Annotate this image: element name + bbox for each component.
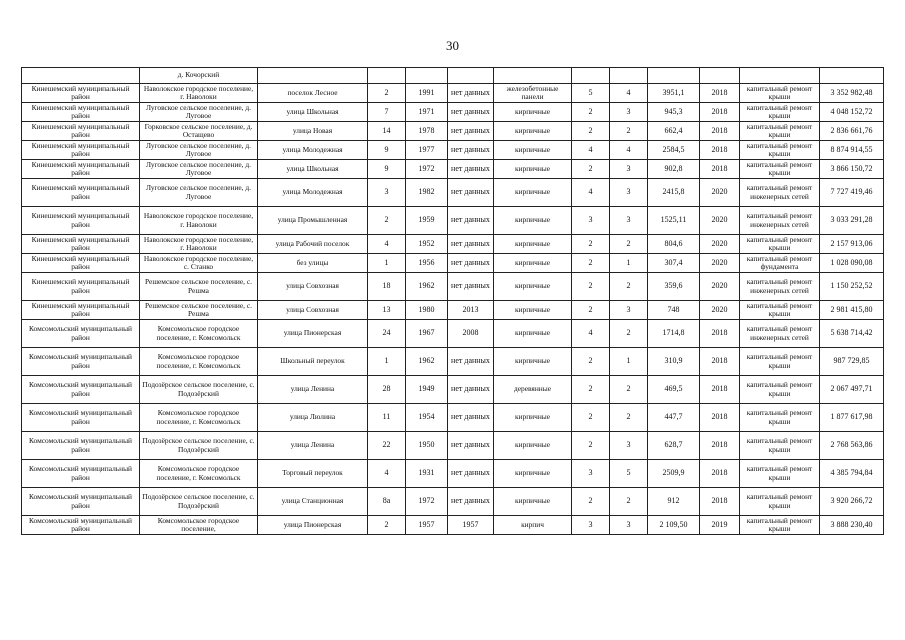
cell-entrances: 2: [610, 273, 648, 301]
cell-settlement: Подозёрское сельское поселение, с. Подозёрский: [140, 432, 258, 460]
cell-district: [22, 68, 140, 84]
cell-cost: 3 352 982,48: [820, 84, 884, 103]
cell-last-repair-year: нет данных: [448, 160, 494, 179]
cell-street: улица Новая: [258, 122, 368, 141]
cell-build-year: 1967: [406, 320, 448, 348]
cell-entrances: 2: [610, 320, 648, 348]
cell-house-number: 2: [368, 516, 406, 535]
cell-cost: 8 874 914,55: [820, 141, 884, 160]
cell-street: улица Молодежная: [258, 179, 368, 207]
cell-last-repair-year: [448, 68, 494, 84]
cell-floors: [572, 68, 610, 84]
cell-plan-year: 2020: [700, 179, 740, 207]
cell-work-type: капитальный ремонт крыши: [740, 84, 820, 103]
cell-house-number: 8а: [368, 488, 406, 516]
cell-cost: 987 729,85: [820, 348, 884, 376]
cell-plan-year: 2018: [700, 488, 740, 516]
cell-floors: 2: [572, 301, 610, 320]
cell-entrances: 3: [610, 432, 648, 460]
table-row: [22, 84, 884, 103]
housing-repair-table-container: [21, 67, 883, 535]
cell-district: Комсомольский муниципальный район: [22, 404, 140, 432]
cell-build-year: 1962: [406, 348, 448, 376]
cell-house-number: 18: [368, 273, 406, 301]
cell-house-number: 9: [368, 160, 406, 179]
cell-cost: 3 866 150,72: [820, 160, 884, 179]
cell-cost: 2 768 563,86: [820, 432, 884, 460]
cell-cost: 1 877 617,98: [820, 404, 884, 432]
cell-cost: 7 727 419,46: [820, 179, 884, 207]
cell-district: Кинешемский муниципальный район: [22, 235, 140, 254]
cell-build-year: 1959: [406, 207, 448, 235]
cell-cost: 2 067 497,71: [820, 376, 884, 404]
cell-area: 945,3: [648, 103, 700, 122]
table-row: [22, 301, 884, 320]
cell-wall-material: кирпичные: [494, 235, 572, 254]
cell-district: Кинешемский муниципальный район: [22, 103, 140, 122]
cell-settlement: Луговское сельское поселение, д. Луговое: [140, 141, 258, 160]
table-row: [22, 488, 884, 516]
cell-plan-year: 2018: [700, 376, 740, 404]
cell-work-type: капитальный ремонт крыши: [740, 141, 820, 160]
cell-build-year: 1954: [406, 404, 448, 432]
cell-area: 2 109,50: [648, 516, 700, 535]
cell-build-year: 1971: [406, 103, 448, 122]
cell-last-repair-year: нет данных: [448, 235, 494, 254]
cell-area: 447,7: [648, 404, 700, 432]
cell-last-repair-year: нет данных: [448, 254, 494, 273]
table-row: [22, 122, 884, 141]
cell-last-repair-year: нет данных: [448, 376, 494, 404]
cell-build-year: 1972: [406, 488, 448, 516]
cell-work-type: капитальный ремонт крыши: [740, 460, 820, 488]
cell-plan-year: 2020: [700, 235, 740, 254]
cell-street: без улицы: [258, 254, 368, 273]
table-row: [22, 179, 884, 207]
cell-settlement: Луговское сельское поселение, д. Луговое: [140, 160, 258, 179]
cell-street: [258, 68, 368, 84]
cell-house-number: 24: [368, 320, 406, 348]
cell-district: Комсомольский муниципальный район: [22, 516, 140, 535]
cell-wall-material: кирпичные: [494, 122, 572, 141]
cell-street: Торговый переулок: [258, 460, 368, 488]
table-row: [22, 68, 884, 84]
cell-cost: 4 048 152,72: [820, 103, 884, 122]
cell-settlement: Комсомольское городское поселение, г. Комсомольск: [140, 320, 258, 348]
cell-entrances: [610, 68, 648, 84]
cell-floors: 2: [572, 404, 610, 432]
cell-house-number: 22: [368, 432, 406, 460]
cell-entrances: 4: [610, 84, 648, 103]
cell-street: улица Пионерская: [258, 516, 368, 535]
cell-work-type: капитальный ремонт крыши: [740, 348, 820, 376]
cell-last-repair-year: нет данных: [448, 84, 494, 103]
cell-wall-material: кирпичные: [494, 273, 572, 301]
table-row: [22, 376, 884, 404]
cell-district: Кинешемский муниципальный район: [22, 179, 140, 207]
cell-build-year: 1991: [406, 84, 448, 103]
table-row: [22, 207, 884, 235]
cell-area: 310,9: [648, 348, 700, 376]
cell-street: улица Молодежная: [258, 141, 368, 160]
cell-last-repair-year: нет данных: [448, 179, 494, 207]
cell-street: поселок Лесное: [258, 84, 368, 103]
cell-settlement: Решемское сельское поселение, с. Решма: [140, 273, 258, 301]
cell-build-year: 1931: [406, 460, 448, 488]
cell-work-type: капитальный ремонт крыши: [740, 404, 820, 432]
cell-house-number: 14: [368, 122, 406, 141]
cell-area: 307,4: [648, 254, 700, 273]
cell-entrances: 3: [610, 207, 648, 235]
cell-house-number: 28: [368, 376, 406, 404]
cell-wall-material: кирпичные: [494, 103, 572, 122]
cell-work-type: капитальный ремонт крыши: [740, 122, 820, 141]
cell-area: 912: [648, 488, 700, 516]
page-number: 30: [446, 38, 459, 53]
cell-plan-year: 2018: [700, 160, 740, 179]
cell-work-type: капитальный ремонт фундамента: [740, 254, 820, 273]
cell-district: Кинешемский муниципальный район: [22, 122, 140, 141]
cell-entrances: 2: [610, 235, 648, 254]
table-row: [22, 141, 884, 160]
cell-build-year: 1978: [406, 122, 448, 141]
cell-wall-material: кирпичные: [494, 301, 572, 320]
cell-floors: 2: [572, 254, 610, 273]
cell-floors: 4: [572, 141, 610, 160]
cell-house-number: 13: [368, 301, 406, 320]
cell-area: [648, 68, 700, 84]
cell-cost: 3 888 230,40: [820, 516, 884, 535]
cell-floors: 2: [572, 376, 610, 404]
cell-district: Кинешемский муниципальный район: [22, 84, 140, 103]
cell-wall-material: кирпичные: [494, 254, 572, 273]
cell-last-repair-year: нет данных: [448, 207, 494, 235]
cell-entrances: 2: [610, 488, 648, 516]
cell-settlement: Наволокское городское поселение, г. Наволоки: [140, 235, 258, 254]
cell-plan-year: 2018: [700, 141, 740, 160]
cell-house-number: 2: [368, 84, 406, 103]
cell-district: Кинешемский муниципальный район: [22, 141, 140, 160]
cell-entrances: 3: [610, 301, 648, 320]
cell-work-type: капитальный ремонт крыши: [740, 516, 820, 535]
cell-wall-material: железобетонные панели: [494, 84, 572, 103]
cell-settlement: Комсомольское городское поселение,: [140, 516, 258, 535]
cell-entrances: 3: [610, 160, 648, 179]
cell-district: Комсомольский муниципальный район: [22, 376, 140, 404]
cell-street: Школьный переулок: [258, 348, 368, 376]
cell-floors: 3: [572, 516, 610, 535]
cell-wall-material: кирпичные: [494, 488, 572, 516]
cell-wall-material: кирпичные: [494, 207, 572, 235]
cell-cost: 1 150 252,52: [820, 273, 884, 301]
cell-entrances: 2: [610, 376, 648, 404]
cell-area: 1525,11: [648, 207, 700, 235]
cell-plan-year: 2018: [700, 122, 740, 141]
cell-house-number: 4: [368, 235, 406, 254]
cell-work-type: капитальный ремонт крыши: [740, 376, 820, 404]
cell-build-year: [406, 68, 448, 84]
cell-last-repair-year: нет данных: [448, 404, 494, 432]
cell-wall-material: деревянные: [494, 376, 572, 404]
cell-area: 662,4: [648, 122, 700, 141]
cell-work-type: капитальный ремонт крыши: [740, 488, 820, 516]
cell-work-type: капитальный ремонт инженерных сетей: [740, 207, 820, 235]
cell-floors: 2: [572, 273, 610, 301]
cell-build-year: 1982: [406, 179, 448, 207]
cell-last-repair-year: нет данных: [448, 103, 494, 122]
cell-cost: 2 981 415,80: [820, 301, 884, 320]
cell-build-year: 1957: [406, 516, 448, 535]
cell-plan-year: 2020: [700, 207, 740, 235]
cell-floors: 2: [572, 488, 610, 516]
cell-area: 3951,1: [648, 84, 700, 103]
table-row: [22, 235, 884, 254]
cell-last-repair-year: нет данных: [448, 488, 494, 516]
cell-floors: 2: [572, 432, 610, 460]
cell-last-repair-year: нет данных: [448, 122, 494, 141]
cell-entrances: 3: [610, 516, 648, 535]
cell-district: Комсомольский муниципальный район: [22, 488, 140, 516]
cell-district: Комсомольский муниципальный район: [22, 432, 140, 460]
cell-house-number: 11: [368, 404, 406, 432]
cell-house-number: 3: [368, 179, 406, 207]
cell-work-type: капитальный ремонт крыши: [740, 235, 820, 254]
cell-floors: 5: [572, 84, 610, 103]
cell-district: Кинешемский муниципальный район: [22, 254, 140, 273]
cell-area: 748: [648, 301, 700, 320]
cell-work-type: капитальный ремонт инженерных сетей: [740, 273, 820, 301]
cell-build-year: 1950: [406, 432, 448, 460]
cell-settlement: Луговское сельское поселение, д. Луговое: [140, 179, 258, 207]
cell-settlement: Наволокское городское поселение, с. Станко: [140, 254, 258, 273]
cell-settlement: Наволокское городское поселение, г. Наволоки: [140, 84, 258, 103]
cell-floors: 3: [572, 207, 610, 235]
table-row: [22, 273, 884, 301]
cell-floors: 2: [572, 160, 610, 179]
cell-street: улица Люлина: [258, 404, 368, 432]
cell-build-year: 1952: [406, 235, 448, 254]
cell-house-number: 1: [368, 348, 406, 376]
table-row: [22, 460, 884, 488]
cell-cost: 1 028 090,08: [820, 254, 884, 273]
cell-work-type: капитальный ремонт крыши: [740, 301, 820, 320]
cell-last-repair-year: 1957: [448, 516, 494, 535]
cell-last-repair-year: нет данных: [448, 348, 494, 376]
cell-floors: 4: [572, 179, 610, 207]
cell-settlement: Комсомольское городское поселение, г. Комсомольск: [140, 460, 258, 488]
cell-work-type: капитальный ремонт крыши: [740, 103, 820, 122]
cell-settlement: Подозёрское сельское поселение, с. Подозёрский: [140, 488, 258, 516]
cell-settlement: Подозёрское сельское поселение, с. Подозёрский: [140, 376, 258, 404]
cell-district: Кинешемский муниципальный район: [22, 301, 140, 320]
cell-area: 628,7: [648, 432, 700, 460]
cell-build-year: 1972: [406, 160, 448, 179]
cell-last-repair-year: нет данных: [448, 273, 494, 301]
cell-entrances: 2: [610, 122, 648, 141]
cell-work-type: капитальный ремонт инженерных сетей: [740, 320, 820, 348]
cell-area: 902,8: [648, 160, 700, 179]
cell-floors: 2: [572, 235, 610, 254]
cell-area: 2509,9: [648, 460, 700, 488]
cell-house-number: 9: [368, 141, 406, 160]
cell-cost: 3 033 291,28: [820, 207, 884, 235]
cell-house-number: 7: [368, 103, 406, 122]
cell-wall-material: кирпичные: [494, 404, 572, 432]
cell-settlement: Комсомольское городское поселение, г. Комсомольск: [140, 348, 258, 376]
cell-plan-year: 2018: [700, 348, 740, 376]
cell-area: 804,6: [648, 235, 700, 254]
cell-build-year: 1956: [406, 254, 448, 273]
cell-floors: 4: [572, 320, 610, 348]
housing-repair-table: [21, 67, 884, 535]
cell-street: улица Школьная: [258, 103, 368, 122]
cell-settlement: Комсомольское городское поселение, г. Комсомольск: [140, 404, 258, 432]
cell-wall-material: кирпичные: [494, 160, 572, 179]
cell-cost: [820, 68, 884, 84]
cell-street: улица Промышленная: [258, 207, 368, 235]
cell-street: улица Пионерская: [258, 320, 368, 348]
cell-settlement: Горковское сельское поселение, д. Остащево: [140, 122, 258, 141]
cell-street: улица Совхозная: [258, 301, 368, 320]
table-row: [22, 432, 884, 460]
cell-street: улица Ленина: [258, 376, 368, 404]
cell-entrances: 2: [610, 404, 648, 432]
table-row: [22, 103, 884, 122]
cell-street: улица Ленина: [258, 432, 368, 460]
cell-plan-year: 2018: [700, 320, 740, 348]
table-body: [22, 68, 884, 535]
cell-last-repair-year: 2008: [448, 320, 494, 348]
cell-area: 2584,5: [648, 141, 700, 160]
cell-plan-year: 2018: [700, 103, 740, 122]
cell-last-repair-year: нет данных: [448, 141, 494, 160]
cell-district: Комсомольский муниципальный район: [22, 460, 140, 488]
cell-settlement: Наволокское городское поселение, г. Наволоки: [140, 207, 258, 235]
cell-build-year: 1962: [406, 273, 448, 301]
cell-floors: 2: [572, 348, 610, 376]
table-row: [22, 160, 884, 179]
cell-street: улица Школьная: [258, 160, 368, 179]
cell-wall-material: кирпичные: [494, 348, 572, 376]
cell-floors: 3: [572, 460, 610, 488]
cell-house-number: [368, 68, 406, 84]
cell-plan-year: 2020: [700, 254, 740, 273]
cell-floors: 2: [572, 103, 610, 122]
cell-area: 1714,8: [648, 320, 700, 348]
cell-plan-year: [700, 68, 740, 84]
cell-wall-material: [494, 68, 572, 84]
cell-district: Комсомольский муниципальный район: [22, 320, 140, 348]
table-row: [22, 320, 884, 348]
cell-build-year: 1949: [406, 376, 448, 404]
cell-wall-material: кирпичные: [494, 320, 572, 348]
cell-wall-material: кирпичные: [494, 432, 572, 460]
cell-area: 359,6: [648, 273, 700, 301]
cell-wall-material: кирпич: [494, 516, 572, 535]
cell-cost: 2 157 913,06: [820, 235, 884, 254]
cell-last-repair-year: нет данных: [448, 460, 494, 488]
cell-cost: 2 836 661,76: [820, 122, 884, 141]
cell-entrances: 3: [610, 179, 648, 207]
cell-wall-material: кирпичные: [494, 460, 572, 488]
cell-last-repair-year: 2013: [448, 301, 494, 320]
cell-district: Кинешемский муниципальный район: [22, 207, 140, 235]
cell-plan-year: 2019: [700, 516, 740, 535]
cell-district: Кинешемский муниципальный район: [22, 273, 140, 301]
cell-wall-material: кирпичные: [494, 179, 572, 207]
cell-plan-year: 2018: [700, 84, 740, 103]
cell-entrances: 4: [610, 141, 648, 160]
cell-plan-year: 2020: [700, 273, 740, 301]
cell-work-type: капитальный ремонт крыши: [740, 432, 820, 460]
cell-settlement: д. Кочорский: [140, 68, 258, 84]
cell-plan-year: 2018: [700, 432, 740, 460]
cell-area: 2415,8: [648, 179, 700, 207]
cell-work-type: капитальный ремонт крыши: [740, 160, 820, 179]
cell-entrances: 1: [610, 254, 648, 273]
cell-settlement: Луговское сельское поселение, д. Луговое: [140, 103, 258, 122]
table-row: [22, 404, 884, 432]
cell-district: Комсомольский муниципальный район: [22, 348, 140, 376]
cell-build-year: 1977: [406, 141, 448, 160]
cell-entrances: 1: [610, 348, 648, 376]
table-row: [22, 348, 884, 376]
cell-area: 469,5: [648, 376, 700, 404]
cell-house-number: 4: [368, 460, 406, 488]
cell-house-number: 2: [368, 207, 406, 235]
cell-street: улица Станционная: [258, 488, 368, 516]
cell-plan-year: 2018: [700, 404, 740, 432]
cell-work-type: капитальный ремонт инженерных сетей: [740, 179, 820, 207]
cell-house-number: 1: [368, 254, 406, 273]
cell-entrances: 3: [610, 103, 648, 122]
cell-settlement: Решемское сельское поселение, с. Решма: [140, 301, 258, 320]
cell-cost: 4 385 794,84: [820, 460, 884, 488]
table-row: [22, 254, 884, 273]
cell-floors: 2: [572, 122, 610, 141]
cell-work-type: [740, 68, 820, 84]
cell-wall-material: кирпичные: [494, 141, 572, 160]
cell-cost: 5 638 714,42: [820, 320, 884, 348]
cell-plan-year: 2020: [700, 301, 740, 320]
cell-entrances: 5: [610, 460, 648, 488]
table-row: [22, 516, 884, 535]
cell-street: улица Рабочий поселок: [258, 235, 368, 254]
cell-district: Кинешемский муниципальный район: [22, 160, 140, 179]
cell-cost: 3 920 266,72: [820, 488, 884, 516]
cell-last-repair-year: нет данных: [448, 432, 494, 460]
cell-plan-year: 2018: [700, 460, 740, 488]
cell-street: улица Совхозная: [258, 273, 368, 301]
cell-build-year: 1980: [406, 301, 448, 320]
